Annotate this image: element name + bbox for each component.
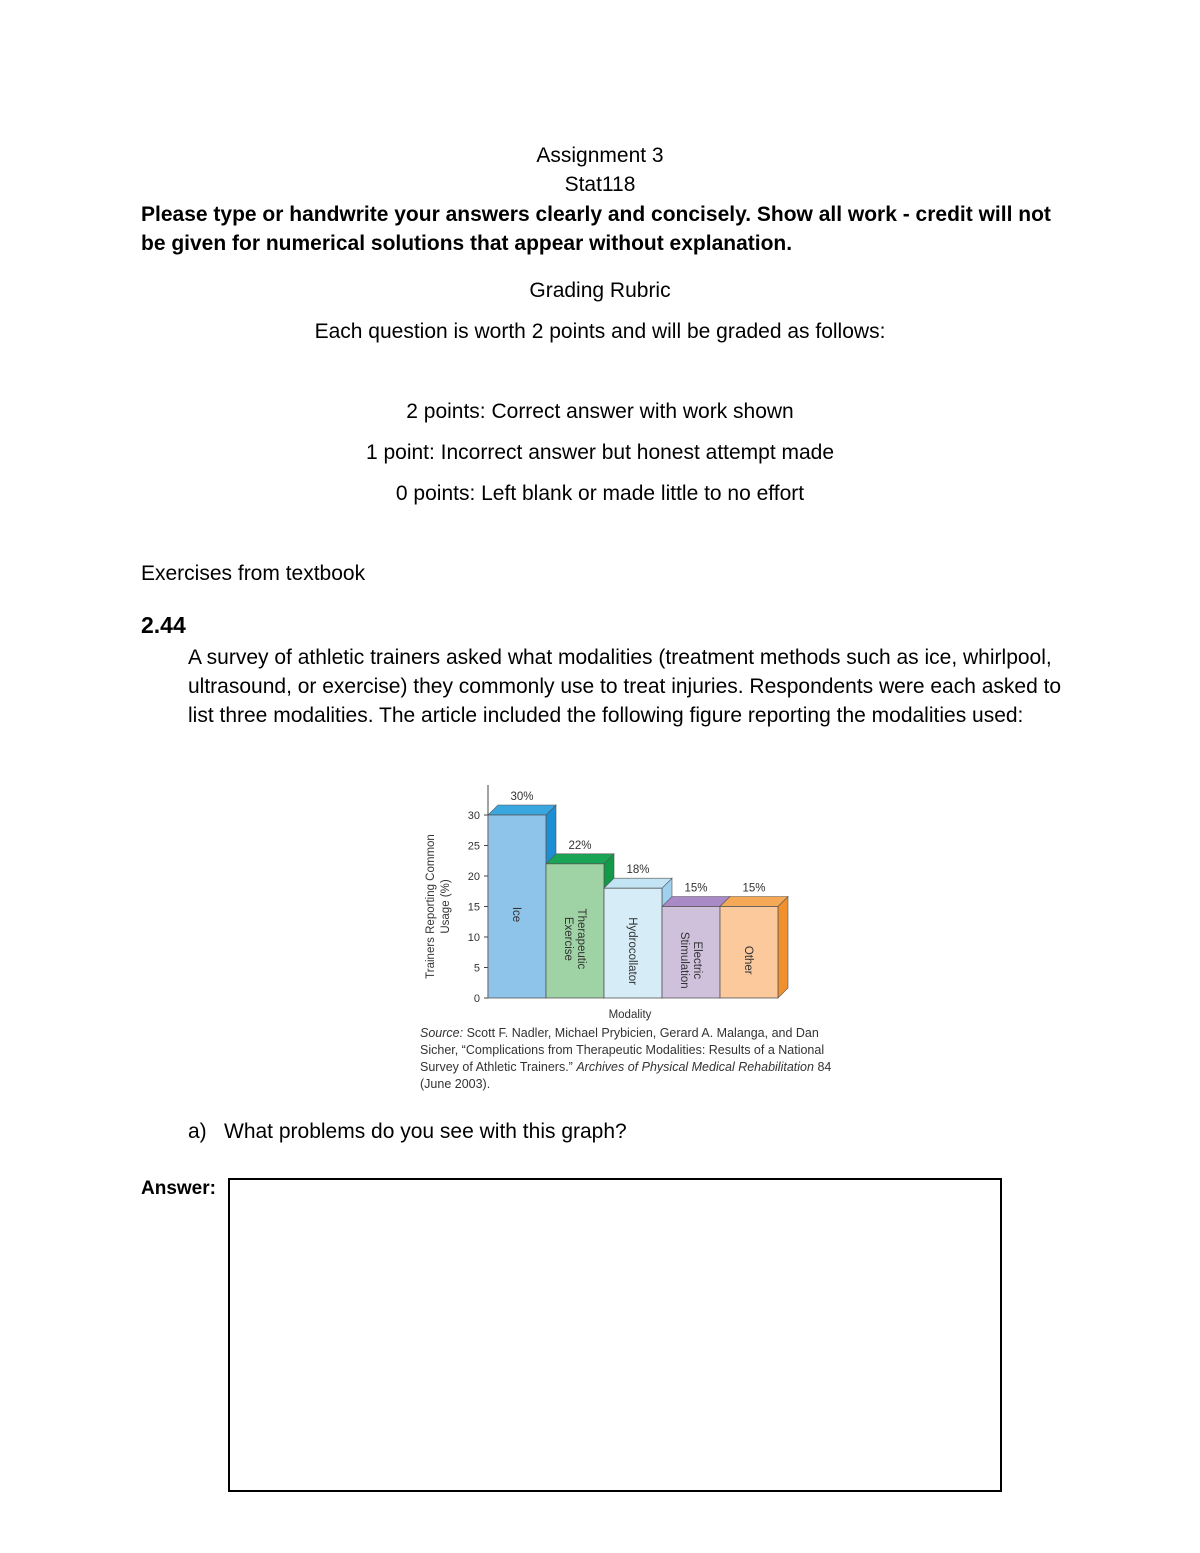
question-a: What problems do you see with this graph?	[224, 1120, 627, 1143]
y-tick-label: 30	[467, 810, 480, 822]
bar-category-word: Electric	[691, 941, 703, 980]
rubric-level-2: 2 points: Correct answer with work shown	[406, 400, 794, 423]
bar-category-word: Ice	[510, 906, 522, 923]
y-axis-label	[425, 834, 452, 979]
answer-box[interactable]	[228, 1178, 1002, 1492]
rubric-level-1: 1 point: Incorrect answer but honest attempt made	[365, 441, 835, 464]
bar-category-label	[510, 907, 522, 922]
source-citation: 84 (June 2003).	[420, 1060, 832, 1091]
y-axis-label-line1: Trainers Reporting Common	[425, 834, 437, 979]
modality-bar-chart	[410, 780, 830, 1025]
bar-top	[662, 897, 730, 907]
source-label: Source:	[420, 1026, 464, 1040]
bar-top	[488, 805, 556, 815]
bar	[662, 907, 720, 999]
chart-source	[420, 1025, 860, 1093]
bar-top	[604, 878, 672, 888]
bar-top	[546, 854, 614, 864]
y-tick-label: 25	[467, 840, 480, 853]
bar	[546, 864, 604, 998]
bar-data-label: 22%	[568, 839, 592, 852]
y-tick-label: 20	[467, 871, 480, 883]
bar-category-word: Therapeutic	[575, 908, 587, 970]
rubric-intro: Each question is worth 2 points and will be graded as follows:	[314, 320, 886, 343]
bar-category-label	[742, 946, 754, 975]
bar-data-label: 15%	[684, 882, 708, 895]
answer-label: Answer:	[141, 1178, 216, 1199]
exercise-number: 2.44	[141, 612, 186, 638]
bar-category-label	[626, 917, 638, 985]
y-tick-label: 5	[473, 962, 480, 975]
bar-category-word: Other	[742, 945, 754, 975]
assignment-title: Assignment 3	[536, 144, 664, 167]
bar-data-label: 18%	[626, 864, 650, 877]
bar-category-word: Stimulation	[678, 931, 690, 989]
exercises-heading: Exercises from textbook	[141, 562, 366, 585]
bar-category-word: Hydrocollator	[626, 917, 638, 985]
instructions: Please type or handwrite your answers clearly and concisely. Show all work - credit will not be given for numerical solutions that appear without explanation.	[141, 203, 1051, 255]
rubric-heading: Grading Rubric	[529, 279, 671, 302]
bar-side	[778, 897, 788, 999]
question-a-marker: a)	[188, 1120, 207, 1143]
y-tick-label: 15	[467, 901, 480, 914]
source-journal: Archives of Physical Medical Rehabilitation	[576, 1060, 814, 1074]
y-tick-label: 10	[467, 932, 480, 944]
rubric-level-0: 0 points: Left blank or made little to no effort	[395, 482, 805, 505]
course-code: Stat118	[564, 173, 636, 196]
x-axis-label: Modality	[608, 1009, 652, 1021]
y-axis-label-line2: Usage (%)	[440, 879, 452, 934]
exercise-text: A survey of athletic trainers asked what modalities (treatment methods such as ice, whirlpool, ultrasound, or exercise) they commonly use to treat injuries. Respondents were each asked to list three modalities. The article included the following figure reporting the modalities used:	[188, 646, 1062, 727]
bar-data-label: 15%	[742, 882, 766, 895]
source-authors: Scott F. Nadler, Michael Prybicien, Gerard A. Malanga, and Dan Sicher, “Complications from Therapeutic Modalities: Results of a National Survey of Athletic Trainers.”	[420, 1026, 825, 1074]
y-tick-label: 0	[473, 993, 480, 1005]
bar-data-label: 30%	[510, 791, 534, 803]
bar-category-label	[562, 909, 587, 970]
bar-category-word: Exercise	[562, 916, 574, 961]
bar-top	[720, 897, 788, 907]
